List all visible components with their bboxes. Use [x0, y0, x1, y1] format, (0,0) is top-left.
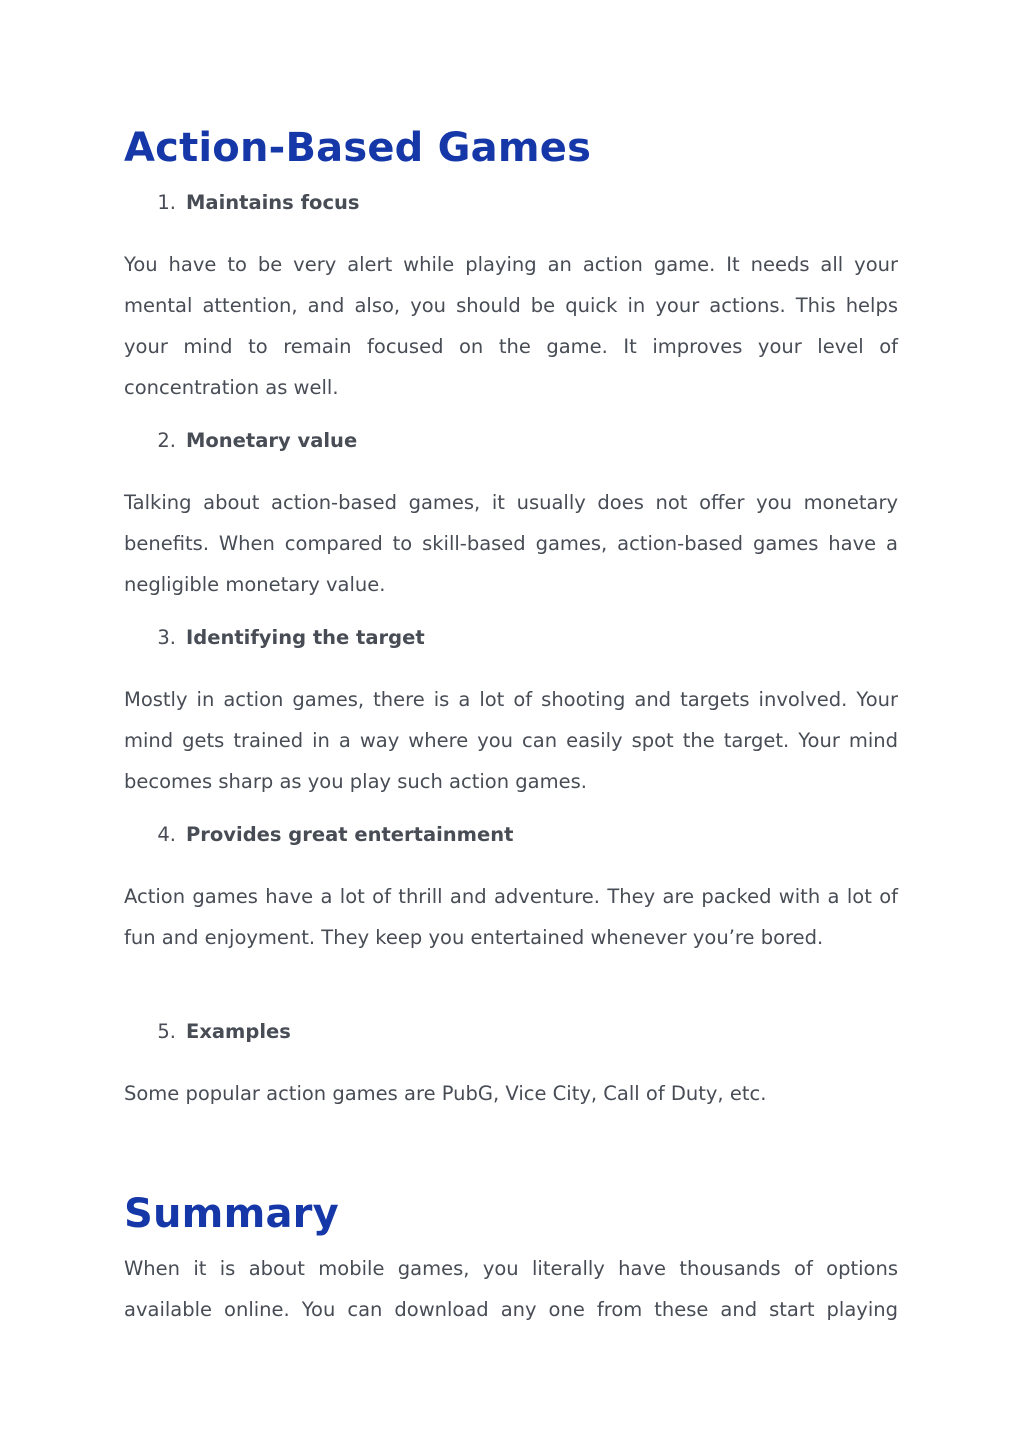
paragraph: You have to be very alert while playing an action game. It needs all your mental attention, and also, you should be quick in your actions. This helps your mind to remain focused on the game. It improves your level of concentration as well. [124, 253, 898, 399]
list-item-heading [124, 428, 898, 454]
list-item-heading [124, 822, 898, 848]
paragraph: Some popular action games are PubG, Vice City, Call of Duty, etc. [124, 1082, 767, 1105]
list-item-label: Identifying the target [186, 626, 425, 649]
section-title-summary: Summary [124, 1191, 339, 1237]
list-item-number: 5. [157, 1020, 176, 1043]
list-item-label: Examples [186, 1020, 291, 1043]
list-item-number: 2. [157, 429, 176, 452]
list-item-heading [124, 625, 898, 651]
paragraph-summary: When it is about mobile games, you literally have thousands of options available online. You can download any one from these and start playing [124, 1257, 898, 1321]
list-item-number: 1. [157, 191, 176, 214]
paragraph: Talking about action-based games, it usually does not offer you monetary benefits. When compared to skill-based games, action-based games have a negligible monetary value. [124, 491, 898, 596]
paragraph: Action games have a lot of thrill and adventure. They are packed with a lot of fun and enjoyment. They keep you entertained whenever you’re bored. [124, 885, 898, 949]
list-item-heading [124, 1019, 898, 1045]
list-item-label: Monetary value [186, 429, 358, 452]
list-item-heading [124, 190, 898, 216]
list-item-label: Provides great entertainment [186, 823, 514, 846]
list-item-number: 3. [157, 626, 176, 649]
section-title-action-based-games: Action-Based Games [124, 125, 592, 171]
paragraph: Mostly in action games, there is a lot of shooting and targets involved. Your mind gets trained in a way where you can easily spot the target. Your mind becomes sharp as you play such action games. [124, 688, 898, 793]
list-item-number: 4. [157, 823, 176, 846]
list-item-label: Maintains focus [186, 191, 360, 214]
